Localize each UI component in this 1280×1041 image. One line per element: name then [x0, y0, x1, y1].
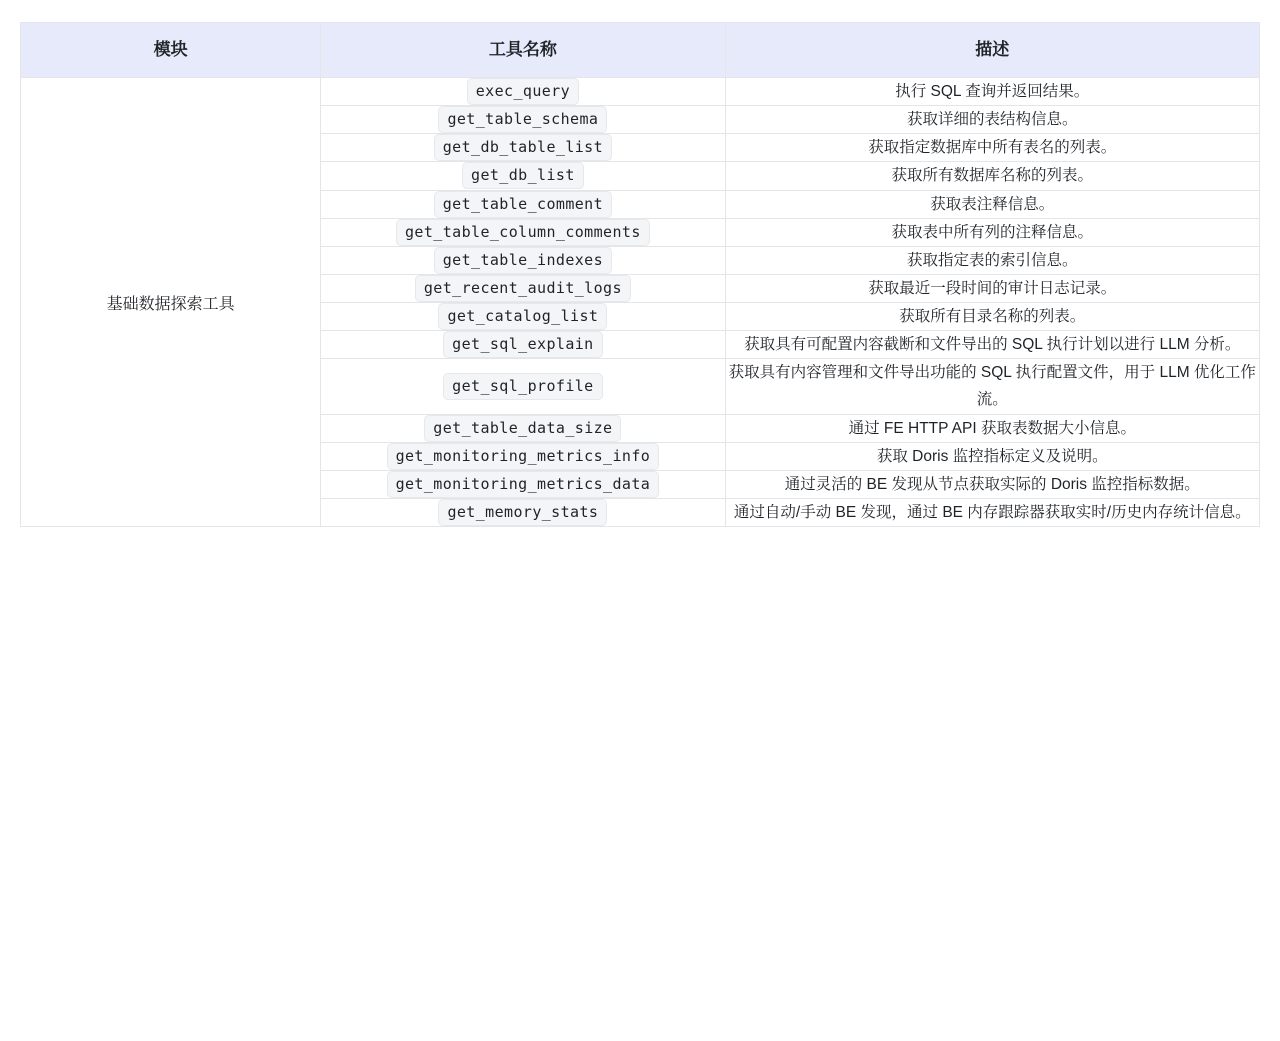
tool-name-cell — [321, 470, 725, 498]
description-cell: 通过灵活的 BE 发现从节点获取实际的 Doris 监控指标数据。 — [725, 470, 1259, 498]
table-row — [21, 78, 1260, 106]
description-cell: 获取所有目录名称的列表。 — [725, 303, 1259, 331]
tool-name-cell — [321, 190, 725, 218]
tool-name-cell — [321, 359, 725, 414]
tool-name-cell — [321, 331, 725, 359]
tool-name-cell — [321, 218, 725, 246]
table-header — [21, 23, 1260, 78]
tools-table — [20, 22, 1260, 527]
description-cell: 获取 Doris 监控指标定义及说明。 — [725, 442, 1259, 470]
tool-code: get_monitoring_metrics_info — [387, 443, 660, 470]
tool-code: get_db_table_list — [434, 134, 612, 161]
tool-code: get_recent_audit_logs — [415, 275, 631, 302]
description-cell: 执行 SQL 查询并返回结果。 — [725, 78, 1259, 106]
column-header-module: 模块 — [21, 23, 321, 78]
description-cell: 通过自动/手动 BE 发现，通过 BE 内存跟踪器获取实时/历史内存统计信息。 — [725, 498, 1259, 526]
tool-name-cell — [321, 106, 725, 134]
column-header-tool-name: 工具名称 — [321, 23, 725, 78]
tool-code: get_table_column_comments — [396, 219, 650, 246]
tool-name-cell — [321, 162, 725, 190]
tool-code: get_table_indexes — [434, 247, 612, 274]
table-body — [21, 78, 1260, 527]
description-cell: 获取表中所有列的注释信息。 — [725, 218, 1259, 246]
tool-code: get_table_comment — [434, 191, 612, 218]
description-cell: 获取最近一段时间的审计日志记录。 — [725, 274, 1259, 302]
tool-name-cell — [321, 498, 725, 526]
module-cell: 基础数据探索工具 — [21, 78, 321, 527]
tool-code: get_catalog_list — [438, 303, 607, 330]
description-cell: 获取指定数据库中所有表名的列表。 — [725, 134, 1259, 162]
description-cell: 获取指定表的索引信息。 — [725, 246, 1259, 274]
tool-name-cell — [321, 303, 725, 331]
description-cell: 获取所有数据库名称的列表。 — [725, 162, 1259, 190]
tool-code: get_db_list — [462, 162, 584, 189]
tool-code: get_table_schema — [438, 106, 607, 133]
tool-code: get_memory_stats — [438, 499, 607, 526]
tool-name-cell — [321, 274, 725, 302]
tool-code: get_monitoring_metrics_data — [387, 471, 660, 498]
description-cell: 获取具有可配置内容截断和文件导出的 SQL 执行计划以进行 LLM 分析。 — [725, 331, 1259, 359]
tool-name-cell — [321, 134, 725, 162]
tool-name-cell — [321, 442, 725, 470]
tool-code: get_sql_profile — [443, 373, 602, 400]
tool-name-cell — [321, 246, 725, 274]
column-header-description: 描述 — [725, 23, 1259, 78]
description-cell: 获取详细的表结构信息。 — [725, 106, 1259, 134]
tool-name-cell — [321, 78, 725, 106]
tool-code: get_table_data_size — [424, 415, 621, 442]
table-header-row — [21, 23, 1260, 78]
tool-code: exec_query — [467, 78, 579, 105]
description-cell: 获取表注释信息。 — [725, 190, 1259, 218]
description-cell: 通过 FE HTTP API 获取表数据大小信息。 — [725, 414, 1259, 442]
tool-name-cell — [321, 414, 725, 442]
description-cell: 获取具有内容管理和文件导出功能的 SQL 执行配置文件，用于 LLM 优化工作流。 — [725, 359, 1259, 414]
tool-code: get_sql_explain — [443, 331, 602, 358]
